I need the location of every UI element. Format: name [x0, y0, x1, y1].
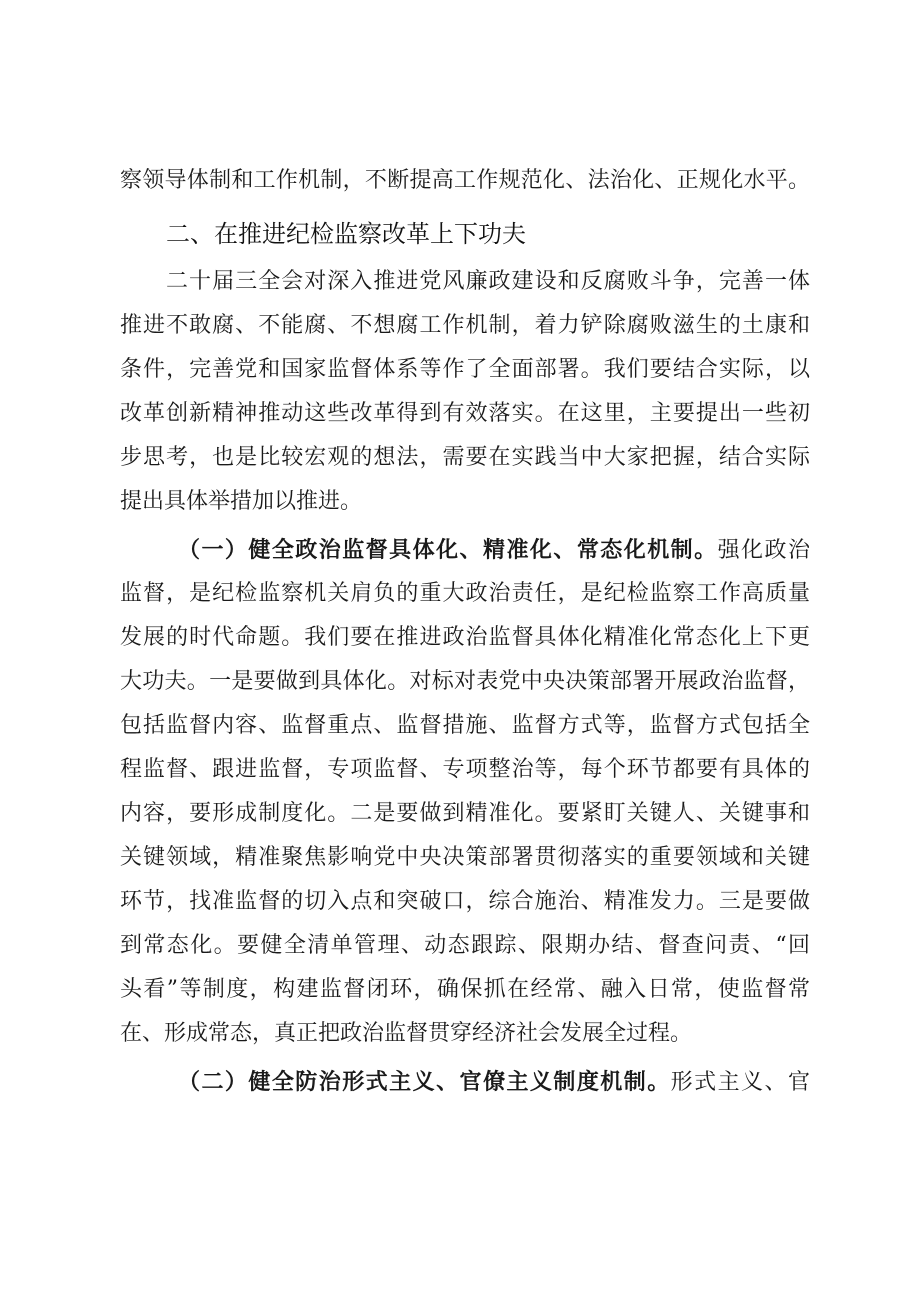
subsection1-line-4: 包括监督内容、监督重点、监督措施、监督方式等，监督方式包括全 [120, 713, 810, 738]
subsection1-line-2: 发展的时代命题。我们要在推进政治监督具体化精准化常态化上下更 [120, 625, 810, 650]
paragraph1-line-3: 条件，完善党和国家监督体系等作了全面部署。我们要结合实际，以 [120, 357, 810, 382]
subsection1-line-10: 头看”等制度，构建监督闭环，确保抓在经常、融入日常，使监督常 [120, 977, 810, 1002]
subsection1-title: （一）健全政治监督具体化、精准化、常态化机制。 [178, 537, 718, 563]
subsection1-line-7: 关键领域，精准聚焦影响党中央决策部署贯彻落实的重要领域和关键 [120, 845, 810, 870]
subsection2-first-line-rest: 形式主义、官 [670, 1070, 810, 1095]
subsection1-line-5: 程监督、跟进监督，专项监督、专项整治等，每个环节都要有具体的 [120, 757, 810, 782]
subsection1-line-8: 环节，找准监督的切入点和突破口，综合施治、精准发力。三是要做 [120, 889, 810, 914]
subsection1-first-line [178, 533, 810, 568]
subsection1-line-1: 监督，是纪检监察机关肩负的重大政治责任，是纪检监察工作高质量 [120, 581, 810, 606]
subsection2-title: （二）健全防治形式主义、官僚主义制度机制。 [178, 1069, 671, 1095]
paragraph1-line-6: 提出具体举措加以推进。 [120, 489, 363, 514]
section-heading: 二、在推进纪检监察改革上下功夫 [166, 220, 526, 248]
subsection1-first-line-rest: 强化政治 [717, 538, 810, 563]
subsection2-first-line [178, 1065, 810, 1100]
paragraph1-line-4: 改革创新精神推动这些改革得到有效落实。在这里，主要提出一些初 [120, 401, 810, 426]
paragraph1-line-2: 推进不敢腐、不能腐、不想腐工作机制，着力铲除腐败滋生的土康和 [120, 313, 810, 338]
subsection1-line-11: 在、形成常态，真正把政治监督贯穿经济社会发展全过程。 [120, 1021, 693, 1046]
subsection1-line-6: 内容，要形成制度化。二是要做到精准化。要紧盯关键人、关键事和 [120, 801, 810, 826]
paragraph1-line-5: 步思考，也是比较宏观的想法，需要在实践当中大家把握，结合实际 [120, 445, 810, 470]
paragraph1-line-1: 二十届三全会对深入推进党风廉政建设和反腐败斗争，完善一体 [166, 269, 810, 294]
continued-line: 察领导体制和工作机制，不断提高工作规范化、法治化、正规化水平。 [120, 168, 810, 193]
subsection1-line-9: 到常态化。要健全清单管理、动态跟踪、限期办结、督查问责、“回 [120, 933, 810, 958]
subsection1-line-3: 大功夫。一是要做到具体化。对标对表党中央决策部署开展政治监督， [120, 669, 810, 694]
